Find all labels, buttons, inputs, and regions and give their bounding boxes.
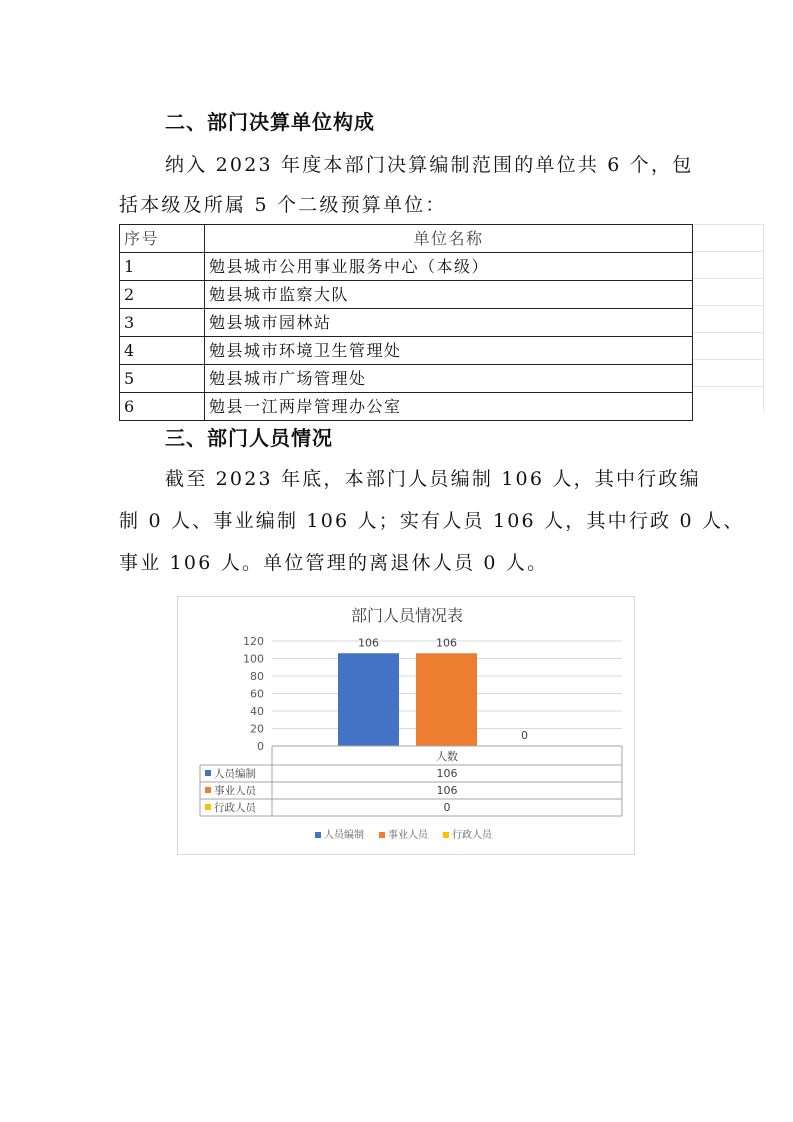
- row-index: 6: [120, 393, 205, 421]
- paragraph-staff-line3: 事业 106 人。单位管理的离退休人员 0 人。: [119, 552, 549, 574]
- table-row: [120, 337, 693, 365]
- table-row: [120, 253, 693, 281]
- bar-2: [416, 653, 477, 746]
- row-index: 5: [120, 365, 205, 393]
- row-unit-name: 勉县城市广场管理处: [205, 365, 693, 393]
- y-tick-label: 120: [243, 635, 264, 648]
- paragraph-units-line2: 括本级及所属 5 个二级预算单位：: [119, 194, 447, 216]
- bar-1: [338, 653, 399, 746]
- row-unit-name: 勉县城市环境卫生管理处: [205, 337, 693, 365]
- table-row: [120, 281, 693, 309]
- y-tick-label: 80: [250, 670, 264, 683]
- table-row: [120, 365, 693, 393]
- data-table-value: 106: [436, 767, 458, 780]
- chart-title: 部门人员情况表: [350, 606, 464, 625]
- legend-label: 人员编制: [324, 830, 364, 841]
- header-index: 序号: [120, 225, 205, 253]
- table-row: [120, 309, 693, 337]
- legend-key: [205, 804, 211, 810]
- y-tick-label: 100: [243, 652, 264, 666]
- bar-data-label: 0: [521, 729, 528, 742]
- data-table-value: 0: [443, 801, 451, 814]
- data-table-series-name: 行政人员: [214, 802, 256, 814]
- row-unit-name: 勉县城市园林站: [205, 309, 693, 337]
- data-table-category: 人数: [436, 750, 458, 763]
- bar-data-label: 106: [358, 636, 379, 650]
- legend-swatch: [315, 832, 321, 838]
- paragraph-staff-line2: 制 0 人、事业编制 106 人；实有人员 106 人，其中行政 0 人、: [119, 510, 745, 532]
- row-index: 3: [120, 309, 205, 337]
- header-unit-name: 单位名称: [205, 225, 693, 253]
- legend-key: [205, 787, 211, 793]
- data-table-value: 106: [436, 784, 458, 797]
- paragraph-staff-line1: 截至 2023 年底，本部门人员编制 106 人，其中行政编: [165, 468, 701, 490]
- table-row: [120, 393, 693, 421]
- bar-data-label: 106: [436, 636, 457, 650]
- chart-svg: [178, 597, 636, 856]
- legend-swatch: [379, 832, 385, 838]
- paragraph-units-line1: 纳入 2023 年度本部门决算编制范围的单位共 6 个，包: [165, 154, 694, 176]
- unit-table: [119, 224, 693, 421]
- legend-label: 事业人员: [388, 830, 428, 841]
- legend-swatch: [443, 832, 449, 838]
- y-tick-label: 40: [250, 705, 264, 718]
- row-unit-name: 勉县一江两岸管理办公室: [205, 393, 693, 421]
- legend-key: [205, 770, 211, 776]
- spreadsheet-gridlines: [693, 224, 764, 411]
- staff-chart: [177, 596, 635, 855]
- row-index: 1: [120, 253, 205, 281]
- row-unit-name: 勉县城市监察大队: [205, 281, 693, 309]
- section-heading-staff: 三、部门人员情况: [165, 426, 333, 450]
- y-tick-label: 0: [257, 740, 264, 753]
- row-index: 2: [120, 281, 205, 309]
- table-header-row: [120, 225, 693, 253]
- row-index: 4: [120, 337, 205, 365]
- legend-label: 行政人员: [452, 830, 492, 841]
- section-heading-units: 二、部门决算单位构成: [165, 110, 375, 134]
- data-table-series-name: 人员编制: [214, 768, 256, 780]
- row-unit-name: 勉县城市公用事业服务中心（本级）: [205, 253, 693, 281]
- y-tick-label: 20: [250, 722, 264, 736]
- y-tick-label: 60: [250, 687, 264, 701]
- data-table-series-name: 事业人员: [214, 785, 256, 797]
